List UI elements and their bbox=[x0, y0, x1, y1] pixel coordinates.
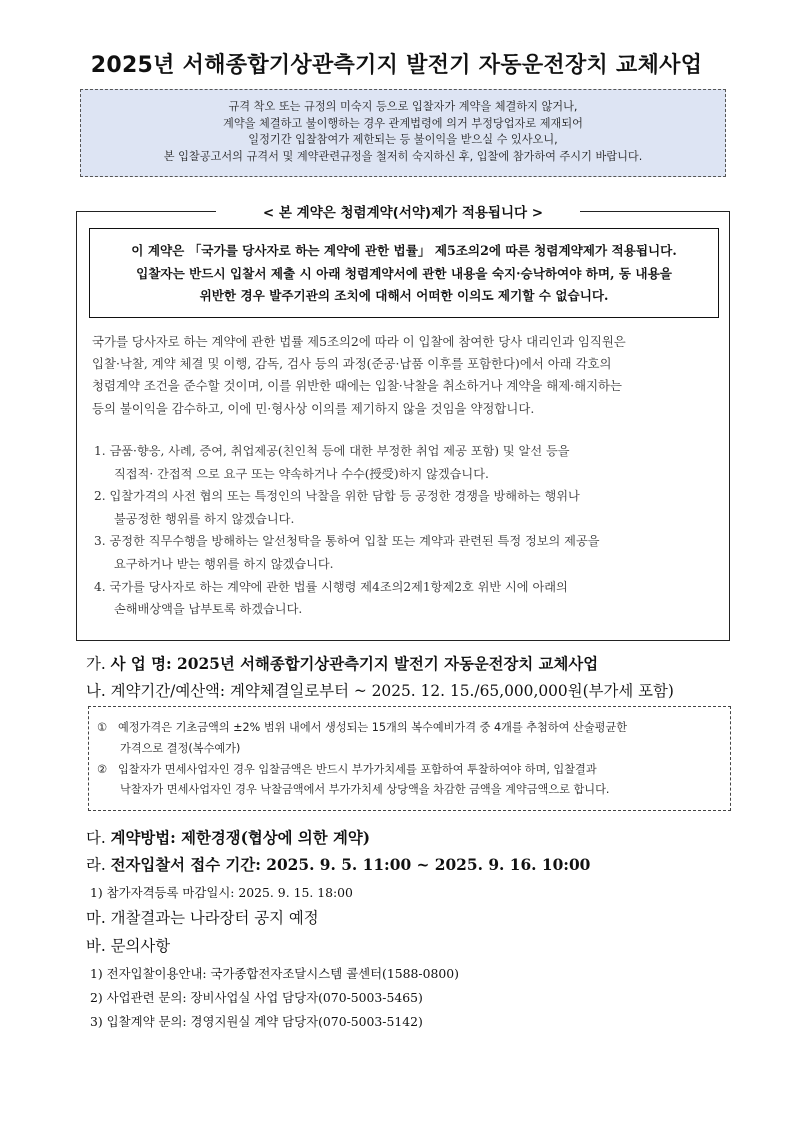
section-contract-method bbox=[86, 826, 370, 848]
contract-period-text: 계약기간/예산액: 계약체결일로부터 ~ 2025. 12. 15./65,000,000원(부가세 포함) bbox=[110, 682, 674, 700]
notice-line: 본 입찰공고서의 규격서 및 계약관련규정을 철저히 숙지하신 후, 입찰에 참가하여 주시기 바랍니다. bbox=[163, 149, 643, 163]
notice-line: 일정기간 입찰참여가 제한되는 등 불이익을 받으실 수 있사오니, bbox=[248, 133, 558, 146]
warning-line: 이 계약은 「국가를 당사자로 하는 계약에 관한 법률」 제5조의2에 따른 청렴계약제가 적용됩니다. bbox=[131, 243, 677, 258]
list-item-continuation: 불공정한 행위를 하지 않겠습니다. bbox=[114, 511, 295, 526]
warning-line: 입찰자는 반드시 입찰서 제출 시 아래 청렴계약서에 관한 내용을 숙지·승낙하여야 하며, 동 내용을 bbox=[136, 265, 672, 281]
pledge-body-line: 국가를 당사자로 하는 계약에 관한 법률 제5조의2에 따라 이 입찰에 참여한 당사 대리인과 임직원은 bbox=[92, 334, 626, 349]
section-prefix: 다. bbox=[86, 829, 106, 847]
document-title: 2025년 서해종합기상관측기지 발전기 자동운전장치 교체사업 bbox=[90, 53, 703, 78]
pledge-body-line: 입찰·낙찰, 계약 체결 및 이행, 감독, 검사 등의 과정(준공·납품 이후를 포함한다)에서 아래 각호의 bbox=[92, 356, 612, 372]
section-project-name bbox=[86, 652, 598, 674]
note-mark: ① bbox=[97, 721, 108, 734]
pledge-list bbox=[94, 440, 722, 621]
list-item-continuation: 가격으로 결정(복수예가) bbox=[120, 741, 241, 755]
list-item-continuation: 손해배상액을 납부토록 하겠습니다. bbox=[114, 602, 303, 617]
contact-line: 3) 입찰계약 문의: 경영지원실 계약 담당자(070-5003-5142) bbox=[90, 1014, 423, 1029]
list-item: 1. 금품·향응, 사례, 증여, 취업제공(친인척 등에 대한 부정한 취업 제공 포함) 및 알선 등을 bbox=[94, 444, 570, 458]
pledge-body-line: 등의 불이익을 감수하고, 이에 민·형사상 이의를 제기하지 않을 것임을 약정합니다. bbox=[92, 400, 535, 416]
list-item: 4. 국가를 당사자로 하는 계약에 관한 법률 시행령 제4조의2제1항제2호 위반 시에 아래의 bbox=[94, 579, 568, 594]
list-item: 3. 공정한 직무수행을 방해하는 알선청탁을 통하여 입찰 또는 계약과 관련된 특정 정보의 제공을 bbox=[94, 534, 600, 549]
warning-line: 위반한 경우 발주기관의 조치에 대해서 어떠한 이의도 제기할 수 없습니다. bbox=[199, 288, 609, 303]
project-name-text: 사 업 명: 2025년 서해종합기상관측기지 발전기 자동운전장치 교체사업 bbox=[110, 655, 599, 673]
bid-period-text: 전자입찰서 접수 기간: 2025. 9. 5. 11:00 ~ 2025. 9. 16. 10:00 bbox=[110, 856, 591, 874]
pledge-heading: < 본 계약은 청렴계약(서약)제가 적용됩니다 > bbox=[262, 205, 544, 221]
note-mark: ② bbox=[97, 762, 108, 776]
section-opening-result bbox=[86, 906, 319, 928]
pledge-warning-box bbox=[89, 228, 719, 318]
pledge-body-line: 청렴계약 조건을 준수할 것이며, 이를 위반한 때에는 입찰·낙찰을 취소하거나 계약을 해제·해지하는 bbox=[92, 378, 622, 394]
list-item-continuation: 요구하거나 받는 행위를 하지 않겠습니다. bbox=[114, 556, 334, 571]
section-prefix: 나. bbox=[86, 682, 106, 700]
section-prefix: 라. bbox=[86, 856, 106, 874]
inquiries-text: 문의사항 bbox=[110, 937, 171, 955]
registration-deadline: 1) 참가자격등록 마감일시: 2025. 9. 15. 18:00 bbox=[90, 885, 353, 900]
section-prefix: 바. bbox=[86, 937, 106, 955]
section-inquiries bbox=[86, 934, 170, 956]
section-contract-period bbox=[86, 679, 674, 701]
notice-line: 규격 착오 또는 규정의 미숙지 등으로 입찰자가 계약을 체결하지 않거나, bbox=[228, 100, 578, 113]
list-item: ① 예정가격은 기초금액의 ±2% 범위 내에서 생성되는 15개의 복수예비가격 중 4개를 추첨하여 산술평균한 bbox=[97, 718, 730, 739]
contact-line: 2) 사업관련 문의: 장비사업실 사업 담당자(070-5003-5465) bbox=[90, 990, 423, 1005]
price-notes-box bbox=[88, 706, 731, 811]
contract-method-text: 계약방법: 제한경쟁(협상에 의한 계약) bbox=[110, 829, 371, 847]
list-item-continuation: 직접적· 간접적 으로 요구 또는 약속하거나 수수(授受)하지 않겠습니다. bbox=[114, 466, 489, 481]
opening-result-text: 개찰결과는 나라장터 공지 예정 bbox=[110, 909, 319, 927]
pledge-body bbox=[92, 331, 720, 420]
notice-box bbox=[80, 89, 726, 177]
list-item: ② 입찰자가 면세사업자인 경우 입찰금액은 반드시 부가가치세를 포함하여 투찰하여야 하며, 입찰결과 bbox=[97, 760, 730, 781]
section-prefix: 마. bbox=[86, 909, 106, 927]
list-item-continuation: 낙찰자가 면세사업자인 경우 낙찰금액에서 부가가치세 상당액을 차감한 금액을 계약금액으로 합니다. bbox=[120, 783, 610, 797]
notice-line: 계약을 체결하고 불이행하는 경우 관계법령에 의거 부정당업자로 제재되어 bbox=[223, 116, 583, 130]
section-prefix: 가. bbox=[86, 655, 106, 673]
contact-line: 1) 전자입찰이용안내: 국가종합전자조달시스템 콜센터(1588-0800) bbox=[90, 966, 459, 981]
list-item: 2. 입찰가격의 사전 협의 또는 특정인의 낙찰을 위한 담합 등 공정한 경쟁을 방해하는 행위나 bbox=[94, 489, 580, 504]
section-bid-period bbox=[86, 853, 590, 875]
